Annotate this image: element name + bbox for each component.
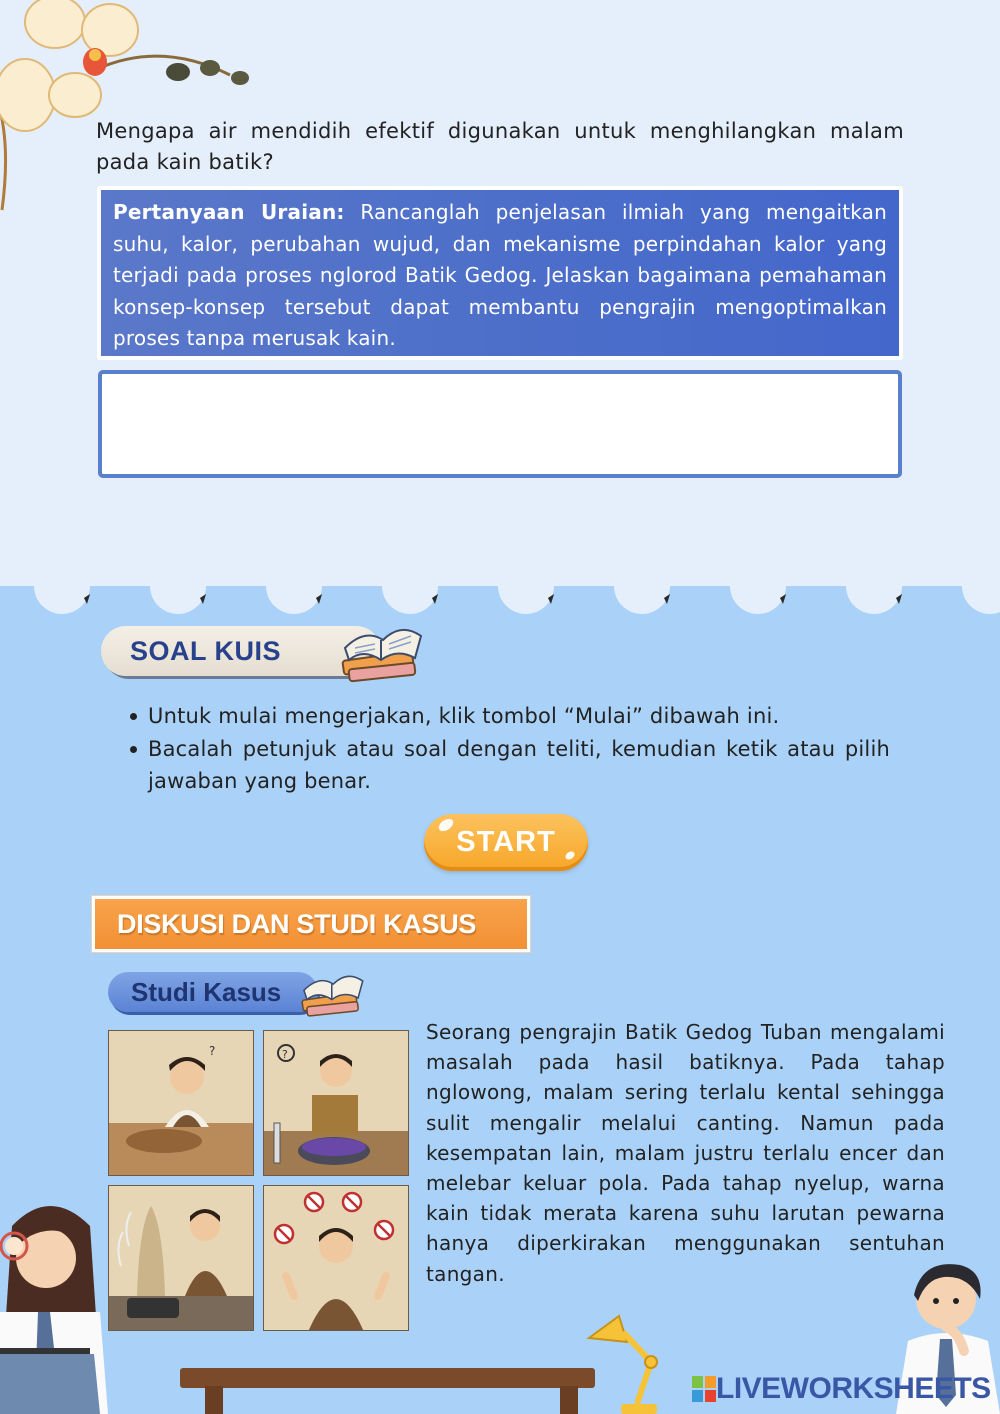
book-icon — [295, 964, 367, 1022]
essay-label: Pertanyaan Uraian: — [113, 200, 345, 224]
case-study-comic — [108, 1030, 410, 1332]
comic-panel — [108, 1185, 254, 1331]
orchid-decoration-icon — [0, 0, 260, 215]
scallop-divider — [0, 560, 1000, 616]
question-text: Mengapa air mendidih efektif digunakan untuk menghilangkan malam pada kain batik? — [96, 119, 904, 174]
svg-text:?: ? — [282, 1048, 288, 1061]
student-girl-illustration — [0, 1196, 110, 1414]
liveworksheets-text: LIVEWORKSHEETS — [716, 1372, 991, 1405]
comic-panel — [108, 1030, 254, 1176]
quiz-instructions — [128, 700, 890, 798]
essay-text: Rancanglah penjelasan ilmiah yang mengaitkan suhu, kalor, perubahan wujud, dan mekanisme perpindahan kalor yang terjadi pada proses nglorod Batik Gedog. Jelaskan bagaimana pemahaman konsep-konsep tersebut dapat membantu pengrajin mengoptimalkan proses tanpa merusak kain. — [113, 200, 888, 350]
case-study-text: Seorang pengrajin Batik Gedog Tuban mengalami masalah pada hasil batiknya. Pada tahap nglowong, malam sering terlalu kental sehingga sulit mengalir melalui canting. Namun pada kesempatan lain, malam justru terlalu encer dan melebar keluar pola. Pada tahap nyelup, warna kain tidak merata karena suhu larutan pewarna hanya diperkirakan menggunakan sentuhan tangan. — [426, 1020, 945, 1286]
essay-question-box — [97, 186, 903, 360]
table-leg — [205, 1386, 223, 1414]
quiz-instruction-item: Untuk mulai mengerjakan, klik tombol “Mulai” dibawah ini. — [128, 700, 890, 732]
liveworksheets-logo — [692, 1372, 991, 1406]
svg-text:?: ? — [209, 1044, 216, 1058]
book-icon — [335, 614, 425, 689]
quiz-instruction-item: Bacalah petunjuk atau soal dengan teliti, kemudian ketik atau pilih jawaban yang benar. — [128, 733, 890, 797]
quiz-title: SOAL KUIS — [130, 636, 282, 666]
comic-panel — [263, 1030, 409, 1176]
comic-panel — [263, 1185, 409, 1331]
desk-lamp-illustration — [585, 1312, 675, 1414]
discussion-banner: DISKUSI DAN STUDI KASUS — [92, 896, 530, 952]
case-study-title: Studi Kasus — [131, 977, 282, 1007]
table-leg — [560, 1386, 578, 1414]
table-illustration — [180, 1368, 595, 1388]
liveworksheets-icon — [692, 1376, 716, 1402]
answer-input[interactable] — [98, 370, 902, 478]
start-button[interactable]: START — [424, 814, 588, 871]
essay-question — [101, 190, 899, 356]
